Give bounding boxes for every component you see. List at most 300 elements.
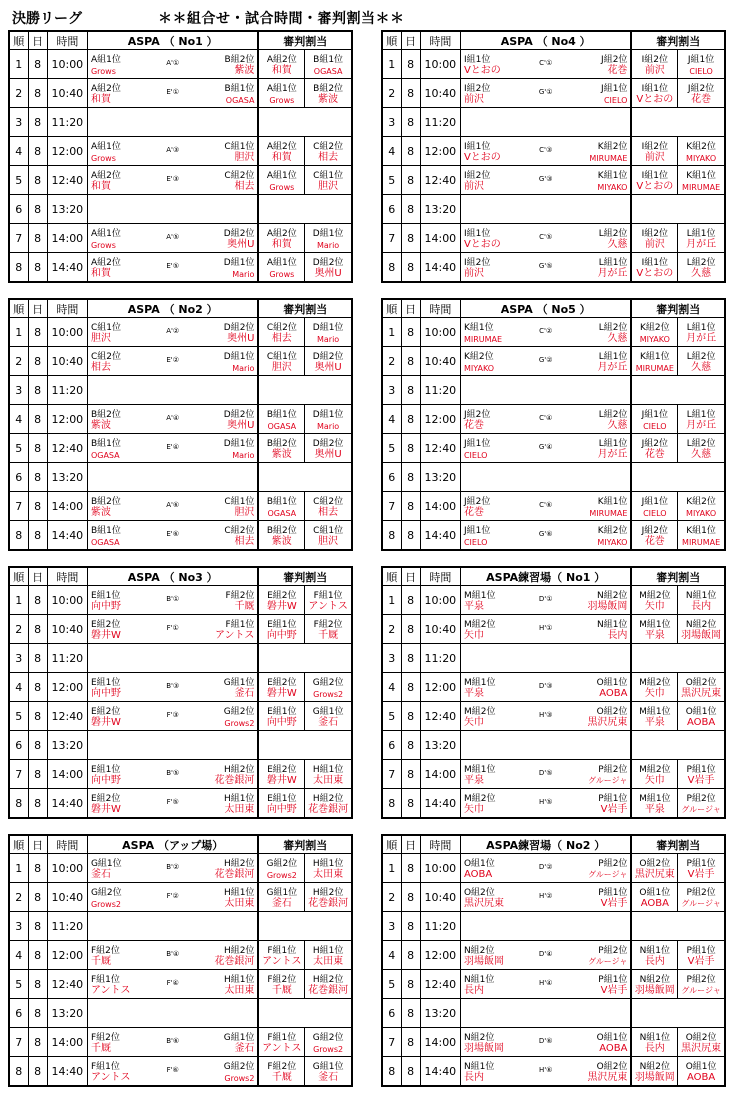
referee-team: 平泉 [644, 630, 665, 641]
referee-team: アントス [262, 1043, 302, 1054]
match-row [9, 50, 352, 79]
referee-team: 紫波 [318, 94, 339, 105]
match-number: 8 [382, 789, 401, 819]
referee-cell [678, 492, 725, 521]
match-number: 6 [9, 999, 28, 1028]
match-time: 14:00 [47, 492, 87, 521]
referee-team: 月が丘 [686, 239, 717, 250]
referee-slot: M組2位 [639, 591, 671, 601]
referee-cell [678, 1057, 725, 1087]
match-time: 10:40 [47, 883, 87, 912]
home-slot: A組1位 [90, 142, 121, 152]
away-team: Mario [232, 364, 255, 373]
header-referee: 審判割当 [258, 31, 352, 50]
referee-cell [631, 789, 677, 819]
match-day: 8 [401, 376, 420, 405]
referee-slot: L組1位 [686, 323, 716, 333]
match-time: 13:20 [420, 731, 460, 760]
match-day: 8 [401, 253, 420, 283]
match-time: 14:00 [420, 1028, 460, 1057]
header-time: 時間 [420, 567, 460, 586]
away-slot: O組1位 [596, 1033, 628, 1043]
document-header [8, 6, 728, 28]
referee-cell [631, 760, 677, 789]
match-cell [87, 912, 258, 941]
referee-team: 羽場飯岡 [681, 630, 722, 641]
match-number: 6 [382, 999, 401, 1028]
match-day: 8 [401, 137, 420, 166]
match-code: G'⑤ [538, 262, 553, 270]
referee-slot: G組2位 [312, 1033, 344, 1043]
match-cell [87, 50, 258, 79]
referee-slot: A組1位 [266, 84, 297, 94]
match-code: H'① [538, 624, 553, 632]
match-time: 14:40 [47, 521, 87, 551]
match-row [382, 347, 725, 376]
match-time: 12:40 [47, 434, 87, 463]
referee-slot: D組2位 [312, 258, 344, 268]
match-number: 5 [9, 166, 28, 195]
home-slot: A組2位 [90, 171, 121, 181]
match-number: 7 [9, 224, 28, 253]
referee-team: 和賀 [271, 152, 292, 163]
match-code: F'⑥ [166, 1066, 179, 1074]
match-number: 1 [382, 318, 401, 347]
away-team: 黒沢尻東 [587, 717, 628, 728]
away-slot: K組2位 [597, 526, 628, 536]
referee-cell [305, 970, 352, 999]
match-day: 8 [28, 1057, 47, 1087]
referee-slot: D組1位 [312, 323, 344, 333]
match-code: D'③ [538, 682, 553, 690]
match-row [9, 347, 352, 376]
match-day: 8 [28, 347, 47, 376]
match-code: A'① [166, 59, 180, 67]
match-number: 7 [9, 1028, 28, 1057]
match-cell [87, 731, 258, 760]
match-cell [87, 999, 258, 1028]
match-code: G'② [538, 356, 553, 364]
referee-team: CIELO [689, 67, 713, 76]
match-code: D'⑤ [538, 769, 553, 777]
match-time: 13:20 [47, 731, 87, 760]
home-slot: O組2位 [463, 888, 495, 898]
referee-cell [258, 166, 304, 195]
referee-cell [305, 1057, 352, 1087]
header-num: 順 [9, 835, 28, 854]
home-team: 長内 [463, 985, 484, 996]
match-cell [87, 586, 258, 615]
home-team: 千厩 [90, 1043, 111, 1054]
match-time: 10:00 [420, 50, 460, 79]
match-code: H'② [538, 892, 553, 900]
home-team: 紫波 [90, 420, 111, 431]
away-team: 久慈 [607, 239, 628, 250]
referee-cell [305, 673, 352, 702]
away-slot: O組2位 [596, 1062, 628, 1072]
match-cell [460, 615, 631, 644]
match-cell [460, 166, 631, 195]
referee-cell [258, 463, 352, 492]
header-referee: 審判割当 [631, 31, 725, 50]
referee-slot: E組1位 [267, 620, 297, 630]
referee-slot: F組1位 [267, 1033, 297, 1043]
match-code: F'② [166, 892, 179, 900]
referee-cell [305, 318, 352, 347]
schedule-table [381, 834, 726, 1087]
header-num: 順 [9, 567, 28, 586]
referee-cell [631, 108, 725, 137]
home-team: 釜石 [90, 869, 111, 880]
referee-cell [305, 883, 352, 912]
home-slot: G組1位 [90, 859, 122, 869]
home-slot: J組1位 [463, 526, 491, 536]
venue-name: ASPA （ No4 ） [460, 31, 631, 50]
match-code: B'⑤ [166, 769, 180, 777]
referee-slot: H組1位 [312, 946, 344, 956]
away-slot: H組2位 [223, 765, 255, 775]
match-cell [460, 318, 631, 347]
match-cell [87, 318, 258, 347]
match-day: 8 [401, 166, 420, 195]
home-team: 向中野 [90, 688, 121, 699]
match-number: 3 [9, 644, 28, 673]
referee-slot: E組1位 [267, 707, 297, 717]
referee-slot: C組2位 [313, 142, 344, 152]
match-number: 7 [9, 760, 28, 789]
referee-cell [631, 1057, 677, 1087]
match-code: D'① [538, 595, 553, 603]
referee-slot: G組1位 [266, 888, 298, 898]
home-slot: E組2位 [90, 707, 121, 717]
match-code: A'⑤ [166, 233, 180, 241]
match-day: 8 [28, 224, 47, 253]
home-slot: K組1位 [463, 323, 494, 333]
home-slot: C組1位 [90, 323, 121, 333]
referee-slot: C組1位 [313, 171, 344, 181]
match-row [382, 318, 725, 347]
home-slot: F組1位 [90, 1062, 120, 1072]
home-slot: N組1位 [463, 1062, 495, 1072]
referee-team: AOBA [686, 717, 716, 728]
match-row [382, 195, 725, 224]
referee-team: 太田東 [313, 956, 344, 967]
away-slot: D組1位 [223, 258, 255, 268]
match-cell [460, 999, 631, 1028]
referee-cell [305, 347, 352, 376]
referee-cell [631, 999, 725, 1028]
match-time: 13:20 [47, 463, 87, 492]
match-time: 10:40 [47, 615, 87, 644]
referee-cell [305, 789, 352, 819]
match-code: D'⑥ [538, 1037, 553, 1045]
referee-cell [631, 166, 677, 195]
home-team: Grows [90, 67, 116, 76]
match-code: F'④ [166, 979, 179, 987]
referee-cell [258, 615, 304, 644]
schedule-table [381, 30, 726, 283]
referee-cell [258, 854, 304, 883]
match-day: 8 [401, 731, 420, 760]
match-day: 8 [28, 1028, 47, 1057]
referee-slot: A組1位 [266, 258, 297, 268]
match-cell [87, 883, 258, 912]
match-number: 3 [382, 108, 401, 137]
match-time: 12:00 [47, 673, 87, 702]
referee-cell [678, 615, 725, 644]
referee-team: 千厩 [271, 1072, 292, 1083]
home-slot: E組2位 [90, 794, 121, 804]
referee-cell [631, 883, 677, 912]
referee-team: 磐井W [266, 601, 297, 612]
referee-team: 胆沢 [271, 362, 292, 373]
referee-cell [258, 912, 352, 941]
match-number: 8 [382, 253, 401, 283]
home-team: アントス [90, 985, 131, 996]
away-slot: F組2位 [225, 591, 255, 601]
home-team: 前沢 [463, 181, 484, 192]
match-time: 10:00 [47, 854, 87, 883]
match-time: 12:40 [420, 970, 460, 999]
home-team: 胆沢 [90, 333, 111, 344]
home-team: 黒沢尻東 [463, 898, 504, 909]
match-time: 12:00 [420, 673, 460, 702]
referee-slot: P組2位 [686, 794, 716, 804]
match-cell [87, 970, 258, 999]
away-slot: L組2位 [598, 410, 628, 420]
home-slot: E組1位 [90, 765, 121, 775]
away-team: 相去 [234, 181, 255, 192]
match-cell [460, 941, 631, 970]
match-number: 4 [9, 941, 28, 970]
referee-team: 相去 [318, 152, 339, 163]
referee-team: 長内 [691, 601, 712, 612]
away-slot: P組2位 [598, 859, 628, 869]
home-team: CIELO [463, 538, 488, 547]
referee-cell [631, 50, 677, 79]
header-time: 時間 [47, 31, 87, 50]
referee-team: Grows [269, 270, 295, 279]
referee-cell [631, 434, 677, 463]
match-row [9, 702, 352, 731]
away-team: MIYAKO [597, 183, 628, 192]
match-row [382, 521, 725, 551]
referee-cell [678, 50, 725, 79]
match-day: 8 [401, 347, 420, 376]
match-number: 5 [9, 970, 28, 999]
match-number: 7 [382, 760, 401, 789]
referee-slot: O組1位 [685, 707, 717, 717]
match-day: 8 [401, 854, 420, 883]
match-time: 13:20 [420, 463, 460, 492]
referee-slot: J組2位 [641, 439, 669, 449]
referee-cell [258, 195, 352, 224]
match-cell [87, 224, 258, 253]
referee-team: AOBA [686, 1072, 716, 1083]
referee-team: V岩手 [687, 775, 715, 786]
referee-slot: H組1位 [312, 859, 344, 869]
match-time: 10:40 [420, 79, 460, 108]
match-cell [460, 50, 631, 79]
referee-team: V岩手 [687, 956, 715, 967]
match-time: 14:40 [47, 789, 87, 819]
match-day: 8 [28, 253, 47, 283]
match-day: 8 [28, 731, 47, 760]
match-number: 4 [9, 673, 28, 702]
match-number: 8 [9, 253, 28, 283]
away-slot: P組1位 [598, 888, 628, 898]
match-code: E'⑥ [166, 530, 179, 538]
referee-cell [631, 521, 677, 551]
schedule-table [8, 566, 353, 819]
referee-slot: J組2位 [641, 526, 669, 536]
referee-slot: H組2位 [312, 975, 344, 985]
referee-slot: K組2位 [640, 323, 670, 333]
match-cell [460, 492, 631, 521]
match-day: 8 [401, 521, 420, 551]
header-time: 時間 [47, 299, 87, 318]
home-slot: I組1位 [463, 142, 491, 152]
referee-slot: I組2位 [641, 142, 669, 152]
referee-slot: A組2位 [266, 55, 297, 65]
match-row [382, 999, 725, 1028]
match-time: 12:00 [420, 941, 460, 970]
match-cell [460, 644, 631, 673]
home-slot: E組1位 [90, 591, 121, 601]
header-referee: 審判割当 [631, 299, 725, 318]
referee-team: 前沢 [644, 65, 665, 76]
referee-slot: F組2位 [267, 1062, 297, 1072]
schedule-table [8, 834, 353, 1087]
header-num: 順 [382, 299, 401, 318]
home-slot: J組2位 [463, 497, 491, 507]
match-row [382, 1028, 725, 1057]
match-cell [460, 347, 631, 376]
match-row [9, 521, 352, 551]
referee-slot: K組2位 [686, 497, 716, 507]
match-cell [87, 615, 258, 644]
match-time: 10:40 [420, 615, 460, 644]
home-team: CIELO [463, 451, 488, 460]
header-referee: 審判割当 [258, 567, 352, 586]
home-slot: F組2位 [90, 1033, 120, 1043]
match-cell [87, 702, 258, 731]
away-slot: K組2位 [597, 142, 628, 152]
referee-team: Grows [269, 96, 295, 105]
match-time: 11:20 [47, 108, 87, 137]
referee-slot: N組1位 [639, 946, 671, 956]
match-cell [460, 1057, 631, 1087]
home-team: AOBA [463, 869, 493, 880]
match-cell [460, 137, 631, 166]
referee-cell [258, 347, 304, 376]
header-time: 時間 [420, 299, 460, 318]
away-slot: H組1位 [223, 975, 255, 985]
match-cell [460, 912, 631, 941]
referee-team: 花巻 [691, 94, 712, 105]
referee-slot: D組1位 [312, 229, 344, 239]
referee-slot: E組2位 [267, 765, 297, 775]
header-num: 順 [9, 31, 28, 50]
referee-team: MIYAKO [686, 154, 717, 163]
match-time: 13:20 [47, 195, 87, 224]
referee-team: Grows2 [313, 1045, 344, 1054]
match-row [382, 79, 725, 108]
header-referee: 審判割当 [258, 299, 352, 318]
referee-slot: B組1位 [313, 55, 344, 65]
home-team: 花巻 [463, 420, 484, 431]
home-team: 相去 [90, 362, 111, 373]
referee-cell [305, 586, 352, 615]
referee-cell [631, 615, 677, 644]
match-code: C'⑥ [539, 501, 553, 509]
match-number: 6 [382, 195, 401, 224]
home-team: 前沢 [463, 94, 484, 105]
referee-team: 向中野 [266, 717, 297, 728]
referee-team: 奥州U [314, 268, 342, 279]
referee-cell [631, 137, 677, 166]
match-cell [460, 405, 631, 434]
match-cell [460, 883, 631, 912]
home-slot: I組2位 [463, 258, 491, 268]
header-day: 日 [28, 567, 47, 586]
away-team: グルージャ [587, 957, 628, 966]
match-cell [460, 79, 631, 108]
match-number: 5 [382, 702, 401, 731]
match-time: 12:00 [47, 137, 87, 166]
away-slot: O組2位 [596, 707, 628, 717]
referee-cell [305, 492, 352, 521]
away-team: 花巻銀河 [214, 869, 255, 880]
referee-cell [258, 434, 304, 463]
match-time: 13:20 [420, 999, 460, 1028]
referee-team: 胆沢 [318, 181, 339, 192]
referee-cell [305, 137, 352, 166]
match-row [9, 224, 352, 253]
match-time: 12:40 [47, 970, 87, 999]
home-team: 磐井W [90, 717, 121, 728]
match-number: 6 [382, 463, 401, 492]
match-row [382, 166, 725, 195]
home-team: 羽場飯岡 [463, 1043, 504, 1054]
match-number: 8 [382, 521, 401, 551]
match-row [382, 224, 725, 253]
referee-slot: P組1位 [686, 946, 716, 956]
away-team: AOBA [599, 688, 628, 699]
match-number: 5 [9, 434, 28, 463]
referee-team: Mario [316, 241, 340, 250]
home-slot: J組2位 [463, 410, 491, 420]
referee-slot: F組1位 [267, 946, 297, 956]
match-cell [87, 789, 258, 819]
home-team: 和賀 [90, 268, 111, 279]
match-row [382, 854, 725, 883]
match-row [9, 434, 352, 463]
away-team: AOBA [599, 1043, 628, 1054]
referee-cell [631, 224, 677, 253]
referee-slot: P組2位 [686, 888, 716, 898]
match-code: B'③ [166, 682, 180, 690]
match-time: 14:40 [420, 521, 460, 551]
away-slot: H組1位 [223, 888, 255, 898]
match-row [382, 789, 725, 819]
referee-team: 磐井W [266, 775, 297, 786]
match-cell [460, 376, 631, 405]
away-team: 胆沢 [234, 152, 255, 163]
match-cell [87, 941, 258, 970]
away-slot: J組1位 [601, 84, 628, 94]
referee-slot: B組2位 [313, 84, 344, 94]
